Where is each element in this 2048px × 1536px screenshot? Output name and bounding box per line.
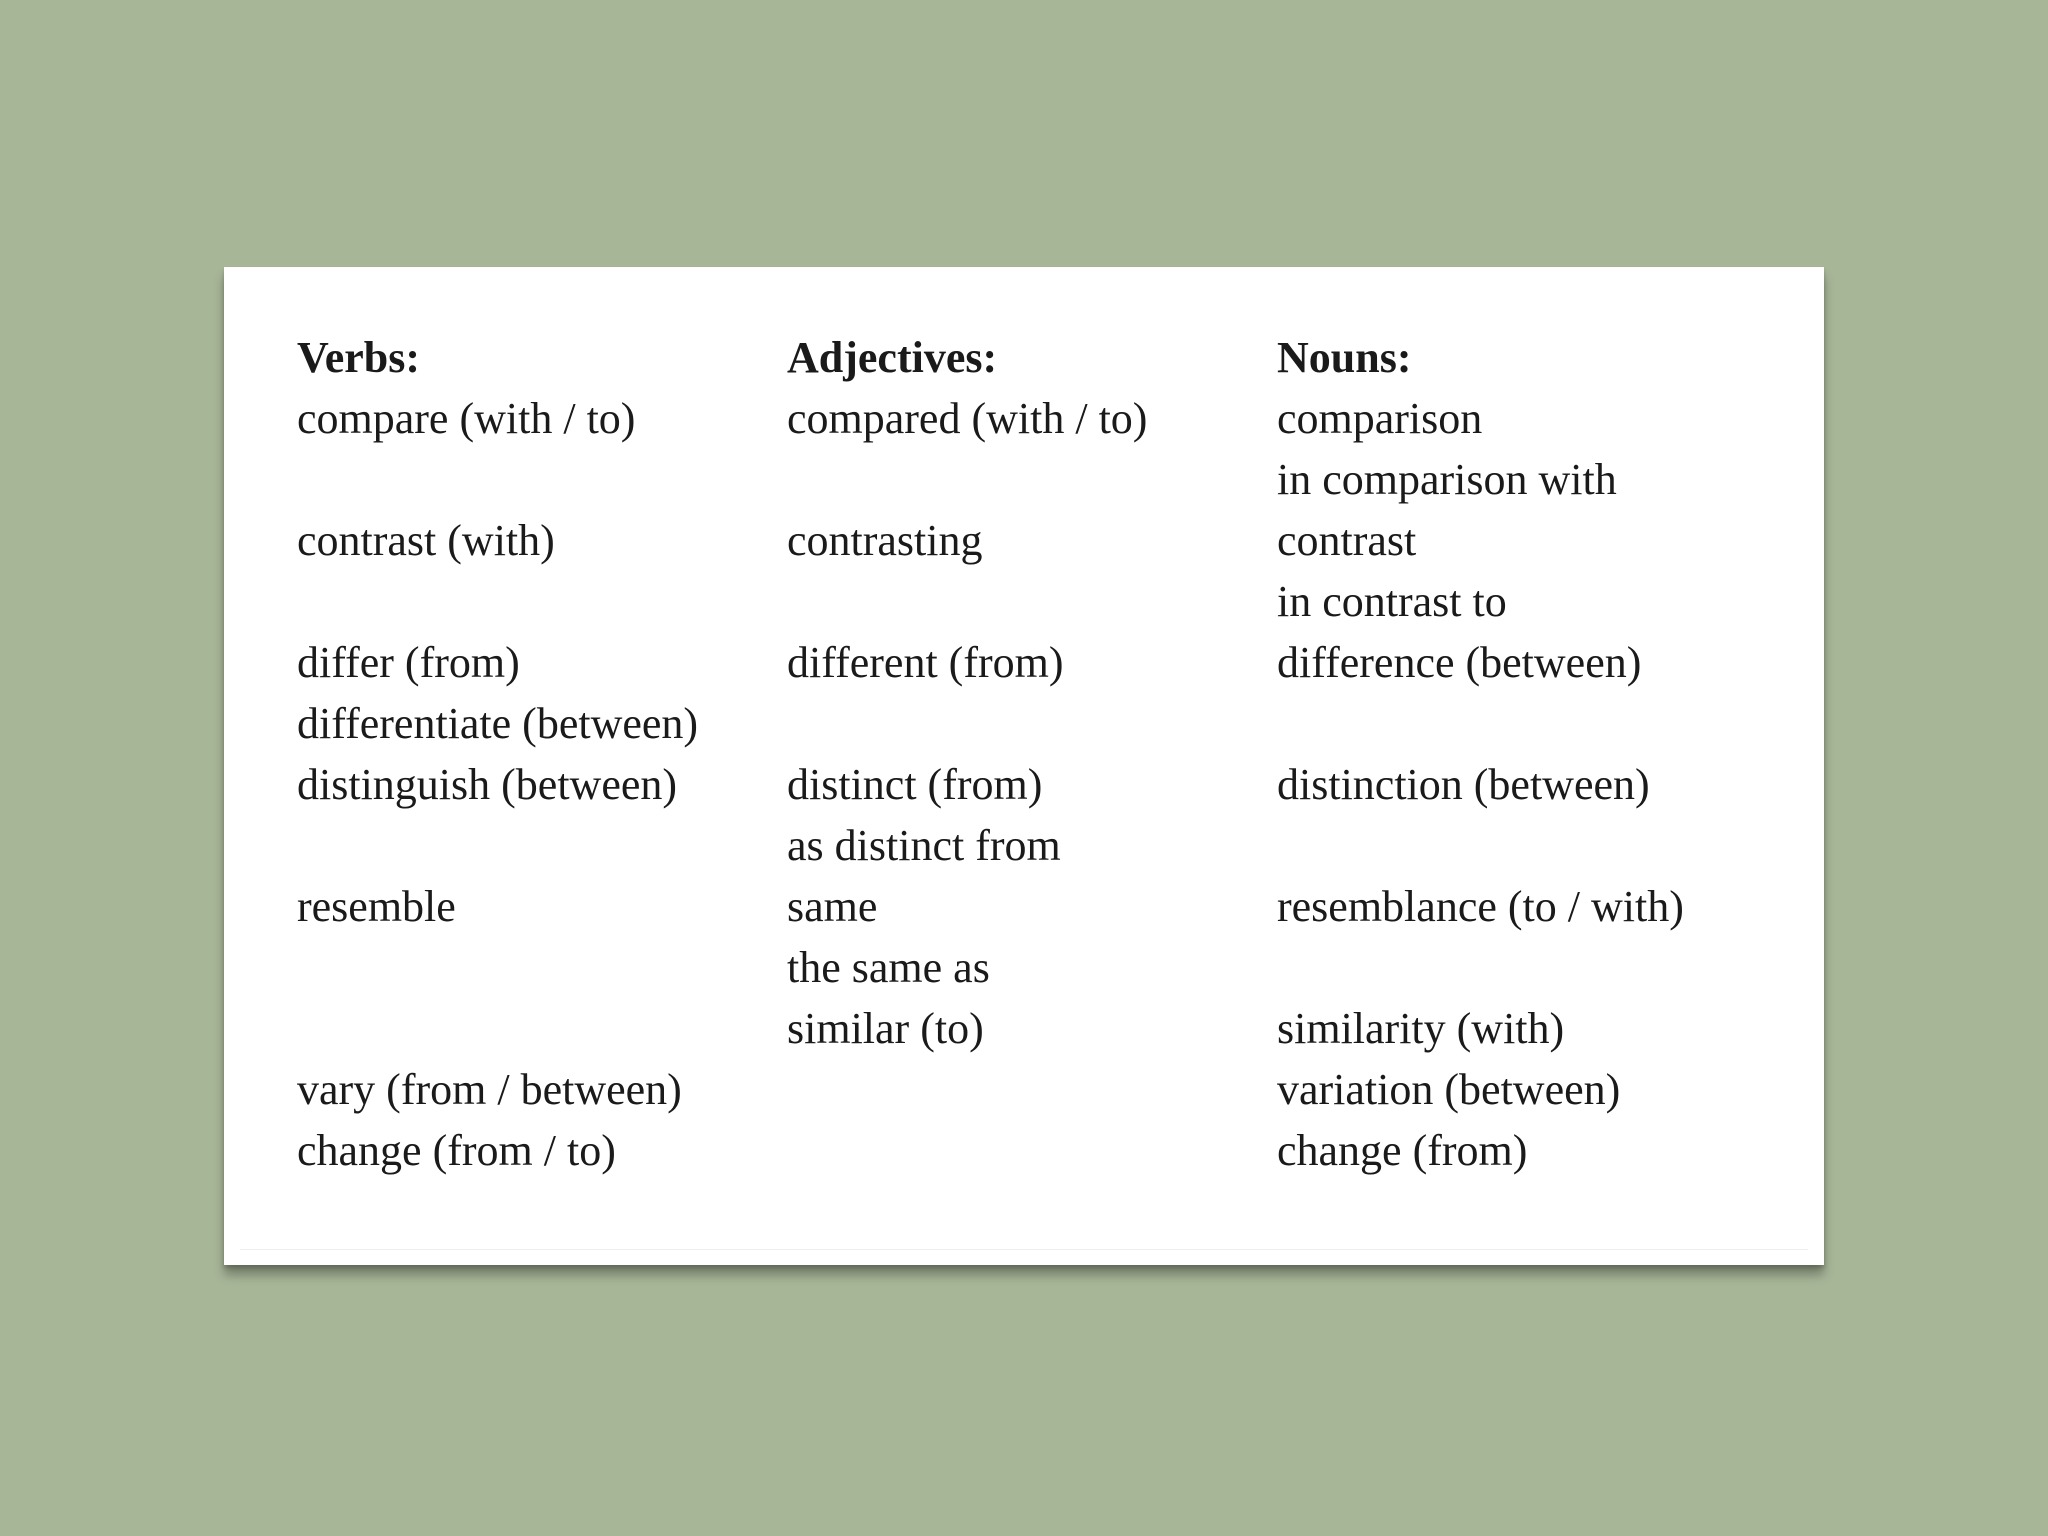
adjective-item (787, 1120, 1267, 1181)
adjective-item (787, 693, 1267, 754)
noun-item (1277, 815, 1757, 876)
noun-item: in comparison with (1277, 455, 1617, 504)
noun-item: difference (between) (1277, 638, 1642, 687)
adjective-item: the same as (787, 943, 990, 992)
noun-item: similarity (with) (1277, 1004, 1565, 1053)
verbs-column (297, 327, 777, 1181)
verb-item: change (from / to) (297, 1126, 616, 1175)
verb-item: resemble (297, 882, 456, 931)
adjective-item (787, 1059, 1267, 1120)
adjective-item: contrasting (787, 516, 983, 565)
noun-item: in contrast to (1277, 577, 1507, 626)
noun-item: comparison (1277, 394, 1483, 443)
adjective-item: distinct (from) (787, 760, 1043, 809)
verb-item (297, 815, 777, 876)
verb-item: differ (from) (297, 638, 520, 687)
nouns-heading: Nouns: (1277, 333, 1412, 382)
verb-item: vary (from / between) (297, 1065, 682, 1114)
adjective-item: compared (with / to) (787, 394, 1148, 443)
adjective-item: same (787, 882, 878, 931)
noun-item: variation (between) (1277, 1065, 1621, 1114)
adjective-item (787, 571, 1267, 632)
adjective-item: as distinct from (787, 821, 1061, 870)
adjective-item: similar (to) (787, 1004, 984, 1053)
noun-item (1277, 693, 1757, 754)
noun-item: change (from) (1277, 1126, 1528, 1175)
noun-item: contrast (1277, 516, 1417, 565)
verb-item (297, 937, 777, 998)
verb-item (297, 998, 777, 1059)
adjective-item (787, 449, 1267, 510)
noun-item: distinction (between) (1277, 760, 1650, 809)
verb-item (297, 571, 777, 632)
verbs-heading: Verbs: (297, 333, 421, 382)
verb-item: compare (with / to) (297, 394, 636, 443)
card-bottom-rule (240, 1249, 1808, 1250)
verb-item (297, 449, 777, 510)
verb-item: differentiate (between) (297, 699, 699, 748)
verb-item: contrast (with) (297, 516, 555, 565)
adjectives-heading: Adjectives: (787, 333, 998, 382)
nouns-column (1277, 327, 1757, 1181)
word-list-card (224, 267, 1824, 1265)
adjectives-column (787, 327, 1267, 1181)
noun-item (1277, 937, 1757, 998)
noun-item: resemblance (to / with) (1277, 882, 1684, 931)
adjective-item: different (from) (787, 638, 1064, 687)
verb-item: distinguish (between) (297, 760, 678, 809)
